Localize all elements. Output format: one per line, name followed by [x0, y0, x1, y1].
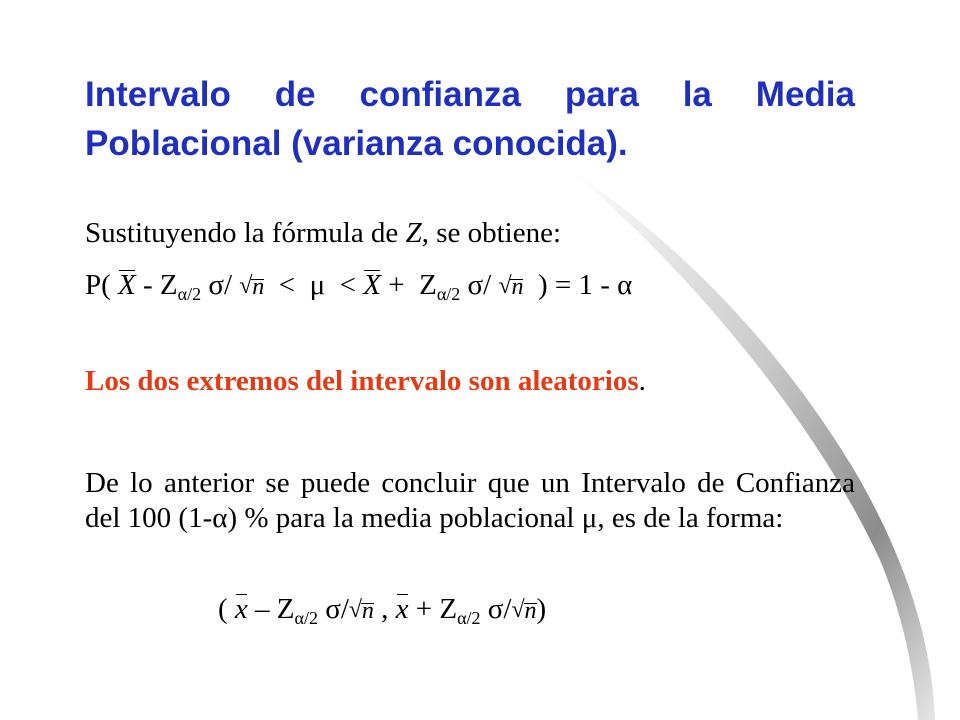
formula-alpha-half-sub-2: α/2 — [436, 284, 461, 304]
intro-line — [85, 217, 561, 250]
intro-var-z: Z — [405, 217, 422, 249]
formula-inequality: < μ < — [278, 269, 357, 301]
formula-sigma-slash-2: σ/ — [467, 269, 492, 301]
x-bar-lower: x — [235, 590, 248, 626]
x-bar-symbol-2: X — [363, 266, 381, 302]
conclusion-mu: μ — [581, 502, 598, 534]
interval-plus-z: + Z — [415, 593, 458, 625]
conclusion-paragraph — [85, 466, 855, 536]
interval-formula — [218, 590, 546, 629]
random-endpoints-note — [85, 365, 646, 398]
interval-comma: , — [381, 593, 389, 625]
interval-close-paren: ) — [536, 593, 547, 625]
interval-sigma-slash: σ/ — [325, 593, 349, 625]
formula-sigma-slash: σ/ — [208, 269, 233, 301]
formula-p-open: P( — [85, 269, 111, 301]
conclusion-part3: , es de la forma: — [597, 502, 784, 534]
intro-text-post: , se obtiene: — [421, 217, 562, 249]
interval-sigma-slash-2: σ/ — [487, 593, 512, 625]
random-endpoints-period: . — [638, 365, 646, 397]
interval-sqrt-n: √ n — [349, 598, 374, 625]
intro-text-pre: Sustituyendo la fórmula de — [85, 217, 406, 249]
swoosh-shape — [568, 168, 935, 720]
interval-alpha-half-sub: α/2 — [294, 608, 318, 628]
interval-open-paren: ( — [218, 593, 228, 625]
formula-plus-z: + Z — [388, 269, 437, 301]
interval-alpha-half-sub-2: α/2 — [457, 608, 481, 628]
sqrt-n-symbol: √ n — [239, 274, 264, 301]
interval-minus-z: – Z — [255, 593, 295, 625]
conclusion-alpha: α — [212, 502, 228, 534]
formula-alpha-half-sub: α/2 — [177, 284, 202, 304]
sqrt-n-symbol-2: √ n — [498, 274, 523, 301]
formula-rhs: ) = 1 - α — [537, 269, 633, 301]
formula-minus-z: - Z — [143, 269, 178, 301]
conclusion-part2: ) % para la media poblacional — [227, 502, 582, 534]
conclusion-part1: De lo anterior se puede concluir que un Intervalo de Confianza del 100 (1- — [85, 467, 855, 534]
x-bar-symbol: X — [118, 266, 136, 302]
slide-title: Intervalo de confianza para la Media Poblacional (varianza conocida). — [85, 75, 855, 163]
interval-sqrt-n-2: √ n — [512, 598, 537, 625]
random-endpoints-text: Los dos extremos del intervalo son aleatorios — [85, 365, 639, 397]
probability-formula — [85, 266, 632, 305]
x-bar-upper: x — [396, 590, 409, 626]
